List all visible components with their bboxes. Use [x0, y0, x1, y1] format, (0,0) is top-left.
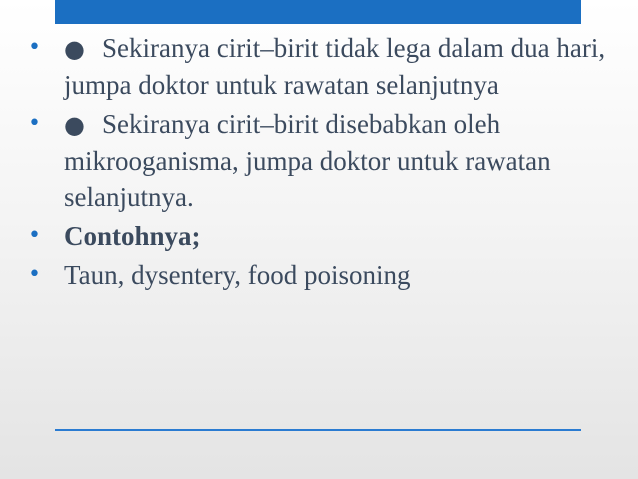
bullet-text: Contohnya; — [64, 221, 201, 251]
bullet-text: Sekiranya cirit–birit tidak lega dalam dua hari, jumpa doktor untuk rawatan selanjutnya — [64, 33, 606, 100]
bullet-dot-icon: • — [28, 223, 41, 248]
bullet-item-2 — [28, 106, 633, 215]
bullet-item-1 — [28, 30, 633, 103]
bullet-item-4 — [28, 257, 633, 293]
inner-dot-icon: ● — [64, 35, 85, 63]
bullet-dot-icon: • — [28, 262, 41, 287]
bullet-dot-icon: • — [28, 35, 41, 60]
bullet-dot-icon: • — [28, 111, 41, 136]
bottom-divider-line — [55, 429, 581, 431]
top-accent-bar — [55, 0, 581, 24]
bullet-text: Taun, dysentery, food poisoning — [64, 260, 411, 290]
bullet-text: Sekiranya cirit–birit disebabkan oleh mikrooganisma, jumpa doktor untuk rawatan selanjutnya. — [64, 109, 551, 212]
inner-dot-icon: ● — [64, 111, 85, 139]
slide-bullet-list — [28, 30, 633, 296]
bullet-item-3 — [28, 218, 633, 254]
